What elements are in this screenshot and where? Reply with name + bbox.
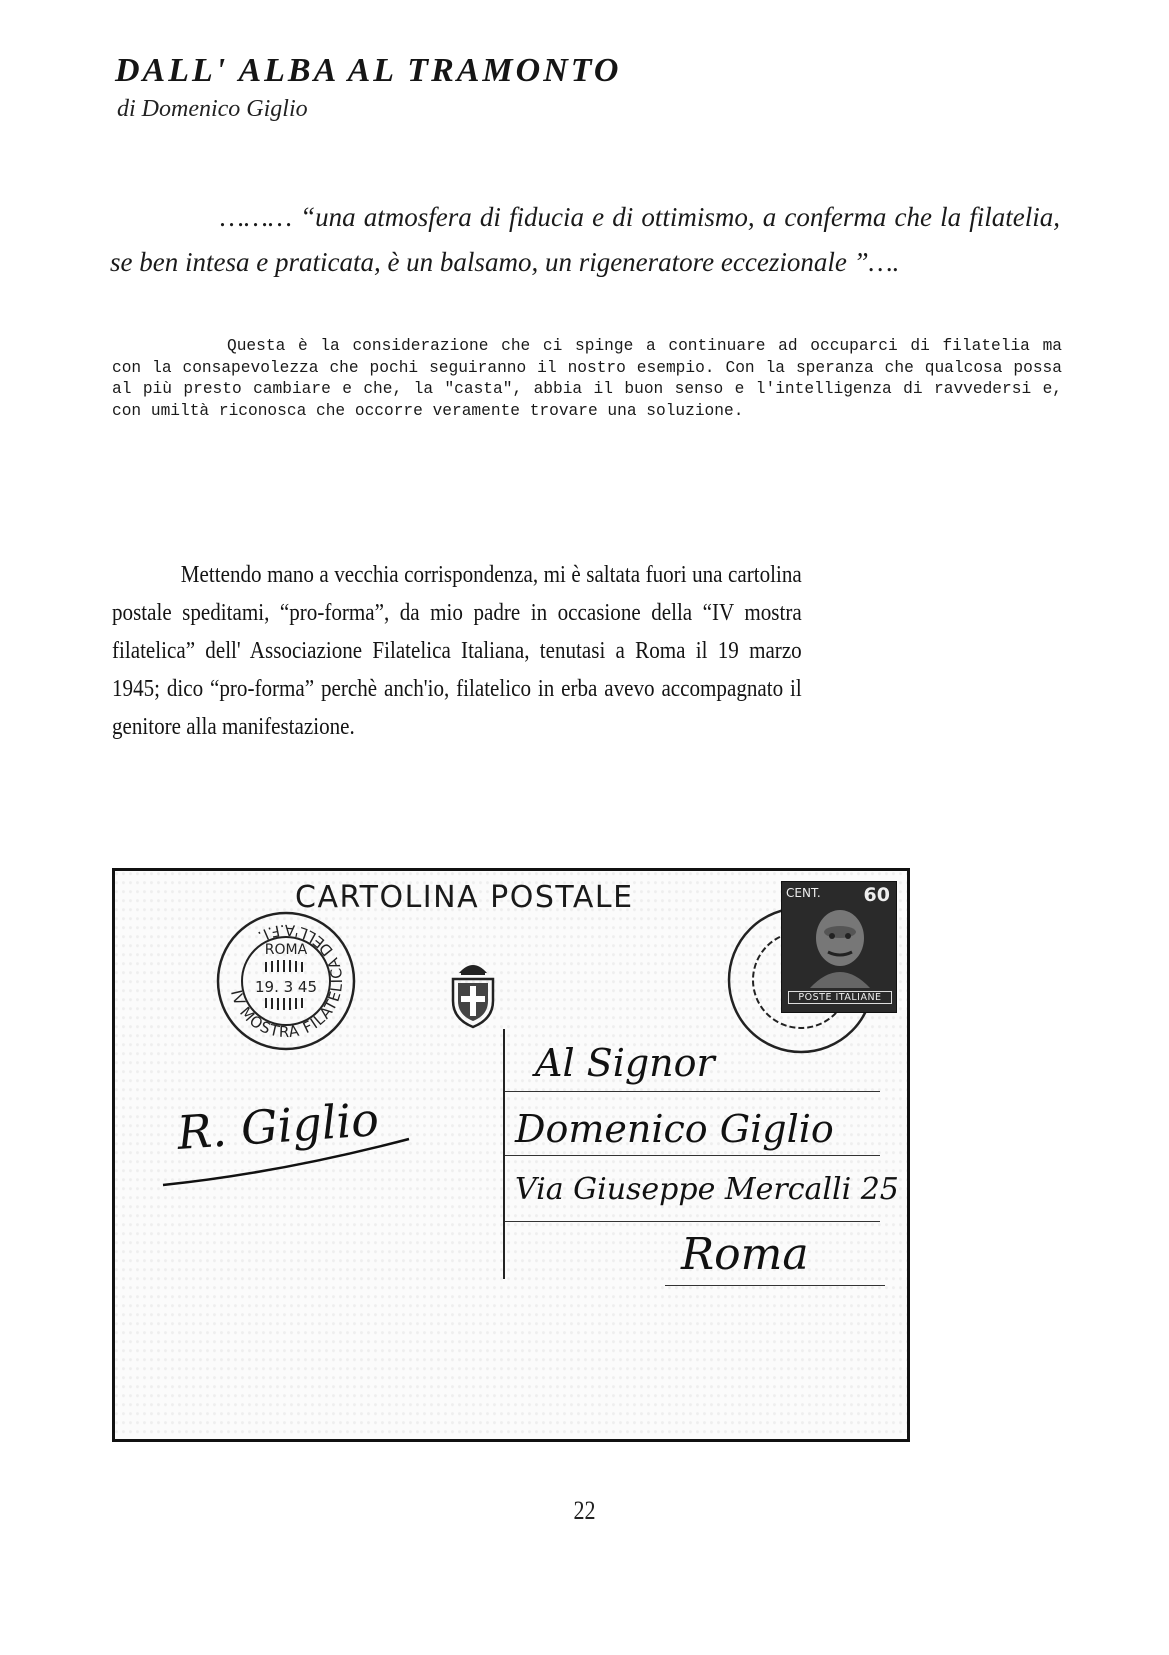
intro-paragraph: Questa è la considerazione che ci spinge a continuare ad occuparci di filatelia ma con la consapevolezza che pochi seguiranno il nostro esempio. Con la speranza che qualcosa possa al più presto cambiare e che, la "casta", abbia il buon senso e l'intelligenza di ravvedersi e, con umiltà riconosca che occorre veramente trovare una soluzione. [112,337,1062,420]
postcard-title: CARTOLINA POSTALE [295,880,634,915]
stamp-cent-label: CENT. [786,886,821,900]
postmark-left [211,906,361,1056]
postmark-city: ROMA [264,942,308,958]
sender-signature: R. Giglio [175,1092,381,1160]
stamp-poste-label: POSTE ITALIANE [788,991,892,1004]
page-number: 22 [573,1496,596,1525]
address-line-2: Domenico Giglio [515,1107,834,1151]
address-line-4: Roma [681,1229,809,1280]
postage-stamp [781,881,897,1013]
address-line-3: Via Giuseppe Mercalli 25 [515,1172,899,1207]
article-title: DALL' ALBA AL TRAMONTO [115,52,622,89]
postmark-date: 19. 3 45 [254,978,318,996]
article-byline: di Domenico Giglio [117,96,308,122]
postmark-ring-text: IV MOSTRA FILATELICA DELL'A.F.I. [227,920,347,1042]
coat-of-arms-icon [447,955,499,1029]
signature-underline [159,1133,419,1193]
epigraph-quote: ……… “una atmosfera di fiducia e di ottimismo, a conferma che la filatelia, se ben intesa e praticata, è un balsamo, un rigeneratore eccezionale ”…. [110,202,1060,277]
king-portrait-icon [800,900,880,988]
postcard-image [112,868,910,1442]
address-line-1: Al Signor [535,1041,715,1085]
body-paragraph: Mettendo mano a vecchia corrispondenza, mi è saltata fuori una cartolina postale speditami, “pro-forma”, da mio padre in occasione della “IV mostra filatelica” dell' Associazione Filatelica Italiana, tenutasi a Roma il 19 marzo 1945; dico “pro-forma” perchè anch'io, filatelico in erba avevo accompagnato il genitore alla manifestazione. [112,561,802,740]
address-block [503,1029,899,1280]
stamp-value: 60 [863,884,890,906]
